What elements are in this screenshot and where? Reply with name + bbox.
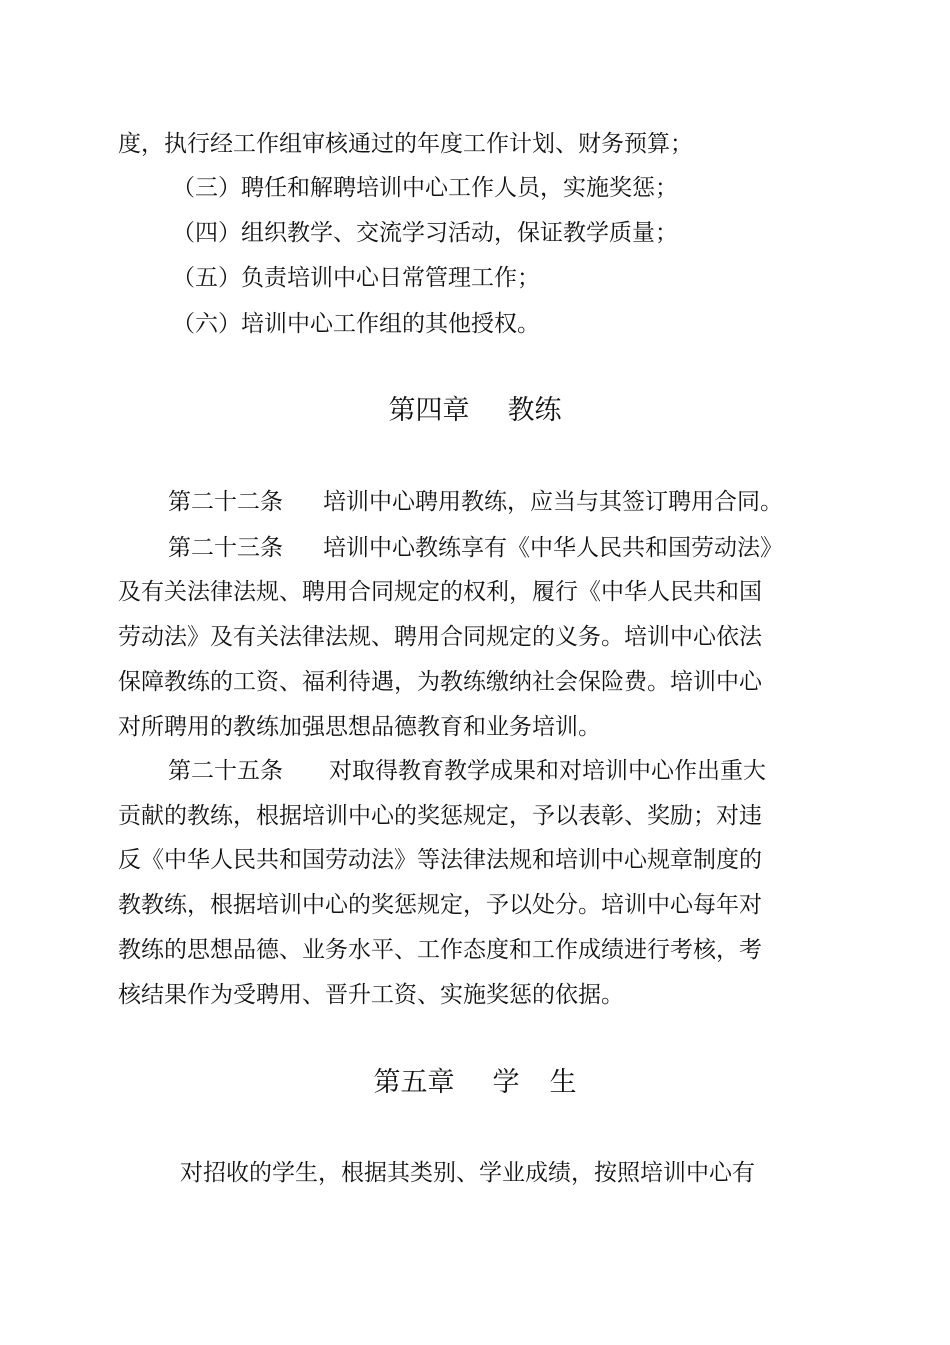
- paragraph-line: 保障教练的工资、福利待遇，为教练缴纳社会保险费。培训中心: [118, 669, 762, 695]
- paragraph-line: 及有关法律法规、聘用合同规定的权利，履行《中华人民共和国: [118, 579, 762, 605]
- article-label: 第二十二条: [168, 489, 283, 515]
- paragraph-line: 教练的思想品德、业务水平、工作态度和工作成绩进行考核，考: [118, 937, 762, 963]
- list-item: （五）负责培训中心日常管理工作；: [172, 265, 540, 291]
- paragraph-line: 度，执行经工作组审核通过的年度工作计划、财务预算；: [118, 131, 693, 157]
- chapter-title: 教练: [507, 395, 562, 426]
- article-text: 培训中心聘用教练，应当与其签订聘用合同。: [323, 489, 783, 515]
- list-item: （六）培训中心工作组的其他授权。: [172, 311, 540, 337]
- chapter-heading: [0, 394, 950, 428]
- article-text: 培训中心教练享有《中华人民共和国劳动法》: [323, 535, 783, 561]
- chapter-title: 生: [549, 1067, 577, 1098]
- article-line: [168, 756, 766, 786]
- list-item: （四）组织教学、交流学习活动，保证教学质量；: [172, 220, 678, 246]
- paragraph-line: 劳动法》及有关法律法规、聘用合同规定的义务。培训中心依法: [118, 624, 762, 650]
- paragraph-line: 教教练，根据培训中心的奖惩规定，予以处分。培训中心每年对: [118, 892, 762, 918]
- article-label: 第二十三条: [168, 535, 283, 561]
- article-text: 对取得教育教学成果和对培训中心作出重大: [329, 758, 766, 784]
- paragraph-line: 核结果作为受聘用、晋升工资、实施奖惩的依据。: [118, 982, 624, 1008]
- article-label: 第二十五条: [168, 758, 283, 784]
- paragraph-line: 对所聘用的教练加强思想品德教育和业务培训。: [118, 714, 601, 740]
- article-line: [168, 487, 783, 517]
- paragraph-line: 贡献的教练，根据培训中心的奖惩规定，予以表彰、奖励；对违: [118, 803, 762, 829]
- paragraph-line: 反《中华人民共和国劳动法》等法律法规和培训中心规章制度的: [118, 847, 762, 873]
- chapter-number: 第五章: [373, 1067, 455, 1098]
- article-line: [168, 533, 783, 563]
- chapter-heading: [0, 1066, 950, 1100]
- list-item: （三）聘任和解聘培训中心工作人员，实施奖惩；: [172, 175, 678, 201]
- chapter-number: 第四章: [388, 395, 470, 426]
- paragraph-line: 对招收的学生，根据其类别、学业成绩，按照培训中心有: [180, 1160, 755, 1186]
- chapter-title: 学: [492, 1067, 520, 1098]
